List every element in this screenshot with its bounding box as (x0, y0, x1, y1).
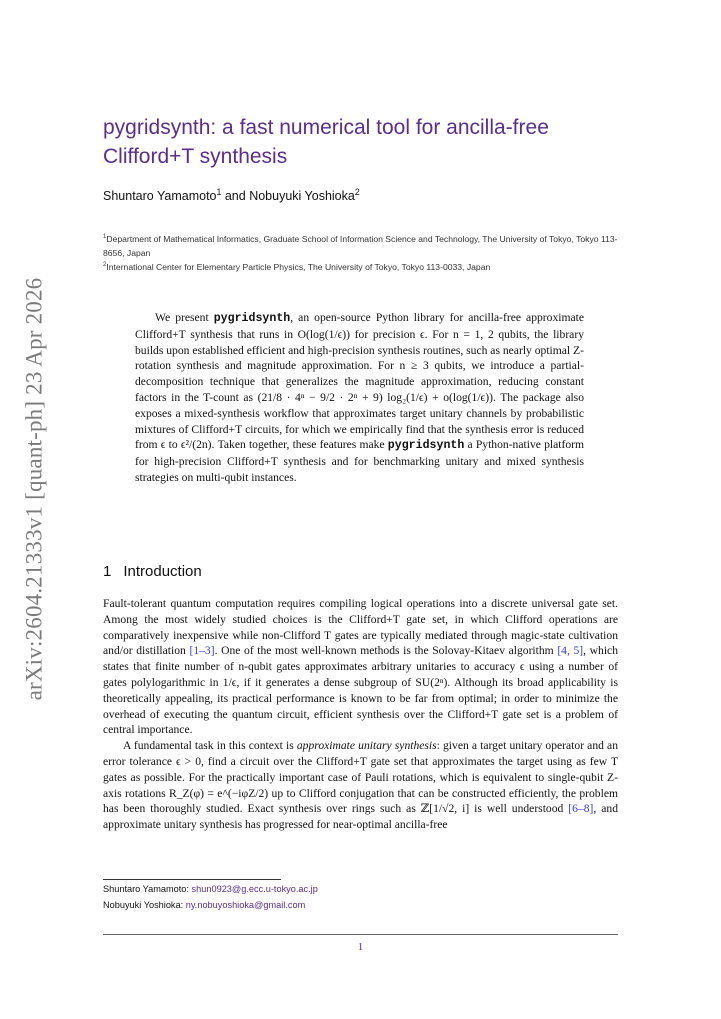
emphasis-text: approximate unitary synthesis (296, 739, 437, 753)
affiliation-mark: 2 (103, 262, 107, 269)
author-affil-mark: 2 (354, 186, 360, 197)
abstract (135, 310, 584, 486)
author-join: and (221, 189, 250, 203)
citation-link[interactable]: [4, 5] (557, 644, 584, 658)
abstract-text: , an open-source Python library for ancilla-free approximate Clifford+T synthesis that runs in O(log(1/ϵ)) for precision ϵ. For n = 1, 2 qubits, the library builds upon established efficient and high-precision synthesis routines, such as nearly optimal Z-rotation synthesis and magnitude approximation. For n ≥ 3 qubits, we introduce a partial-decomposition technique that generalizes the magnitude approximation, reducing constant factors in the T-count as (21/8 · 4ⁿ − 9/2 · 2ⁿ + 9) log₂(1/ϵ) + o(log(1/ϵ)). The package also exposes a mixed-synthesis workflow that approximates target unitary channels by probabilistic mixtures of Clifford+T circuits, for which we empirically find that the synthesis error is reduced from ϵ to ϵ²/(2n). Taken together, these features make (135, 311, 584, 452)
author-name: Nobuyuki Yoshioka (249, 189, 355, 203)
footnote-item (103, 881, 618, 897)
footnote-author: Shuntaro Yamamoto: (103, 884, 189, 894)
footnote-author: Nobuyuki Yoshioka: (103, 900, 184, 910)
paragraph (103, 596, 618, 738)
package-name: pygridsynth (213, 312, 291, 325)
citation-link[interactable]: [1–3] (189, 644, 215, 658)
section-number: 1 (103, 563, 112, 580)
arxiv-id-text: arXiv:2604.21333v1 [quant-ph] 23 Apr 2026 (21, 277, 47, 701)
email-link[interactable]: shun0923@g.ecc.u-tokyo.ac.jp (191, 884, 318, 894)
paragraph (103, 738, 618, 833)
package-name: pygridsynth (387, 439, 465, 453)
paper-title: pygridsynth: a fast numerical tool for ancilla-free Clifford+T synthesis (103, 116, 549, 168)
abstract-text: a Python-native platform for high-precision Clifford+T synthesis and for benchmarking unitary and mixed synthesis strategies on multi-qubit instances. (135, 438, 584, 484)
citation-link[interactable]: [6–8] (568, 802, 594, 816)
paragraph-text: , which states that finite number of n-qubit gates approximates arbitrary unitaries to accuracy ϵ using a number of gates polylogarithmic in 1/ϵ, if it generates a dense subgroup of SU(2ⁿ). Although its broad applicability is theoretically appealing, its practical performance is known to be far from optimal; in order to minimize the overhead of executing the quantum circuit, efficient synthesis over the Clifford+T gate set is a problem of central importance. (103, 644, 618, 737)
affiliation-text: Department of Mathematical Informatics, Graduate School of Information Science and Technology, The University of Tokyo, Tokyo 113-8656, Japan (103, 234, 618, 258)
affiliations (103, 232, 623, 274)
author-line (103, 186, 360, 203)
affiliation-text: International Center for Elementary Particle Physics, The University of Tokyo, Tokyo 113-0033, Japan (106, 262, 491, 272)
footnotes (103, 881, 618, 913)
arxiv-identifier-stamp (17, 277, 51, 701)
paragraph-text: A fundamental task in this context is (123, 739, 297, 753)
affiliation-mark: 1 (103, 234, 107, 241)
affiliation-item (103, 232, 623, 260)
section-title: Introduction (123, 563, 202, 580)
paragraph-text: Fault-tolerant quantum computation requires compiling logical operations into a discrete universal gate set. Among the most widely studied choices is the Clifford+T gate set, in which Clifford operations are comparatively inexpensive while non-Clifford T gates are typically mediated through magic-state cultivation and/or distillation (103, 597, 618, 658)
affiliation-item (103, 260, 623, 274)
author-affil-mark: 1 (216, 186, 222, 197)
section-heading (103, 563, 202, 580)
abstract-text: We present (155, 311, 214, 324)
author-name: Shuntaro Yamamoto (103, 189, 217, 203)
page-number: 1 (357, 941, 364, 953)
introduction-body (103, 596, 618, 833)
footnote-rule (103, 879, 281, 880)
paragraph-text: , and approximate unitary synthesis has progressed for near-optimal ancilla-free (103, 802, 618, 832)
page-rule (103, 934, 618, 935)
email-link[interactable]: ny.nobuyoshioka@gmail.com (185, 900, 306, 910)
footnote-item (103, 897, 618, 913)
paragraph-text: . One of the most well-known methods is the Solovay-Kitaev algorithm (214, 644, 558, 658)
paragraph-text: : given a target unitary operator and an error tolerance ϵ > 0, find a circuit over the Clifford+T gate set that approximates the target using as few T gates as possible. For the practically important case of Pauli rotations, which is equivalent to single-qubit Z-axis rotations R_Z(φ) = e^(−iφZ/2) up to Clifford conjugation that can be constructed efficiently, the problem has been thoroughly studied. Exact synthesis over rings such as ℤ[1/√2, i] is well understood (103, 739, 618, 816)
